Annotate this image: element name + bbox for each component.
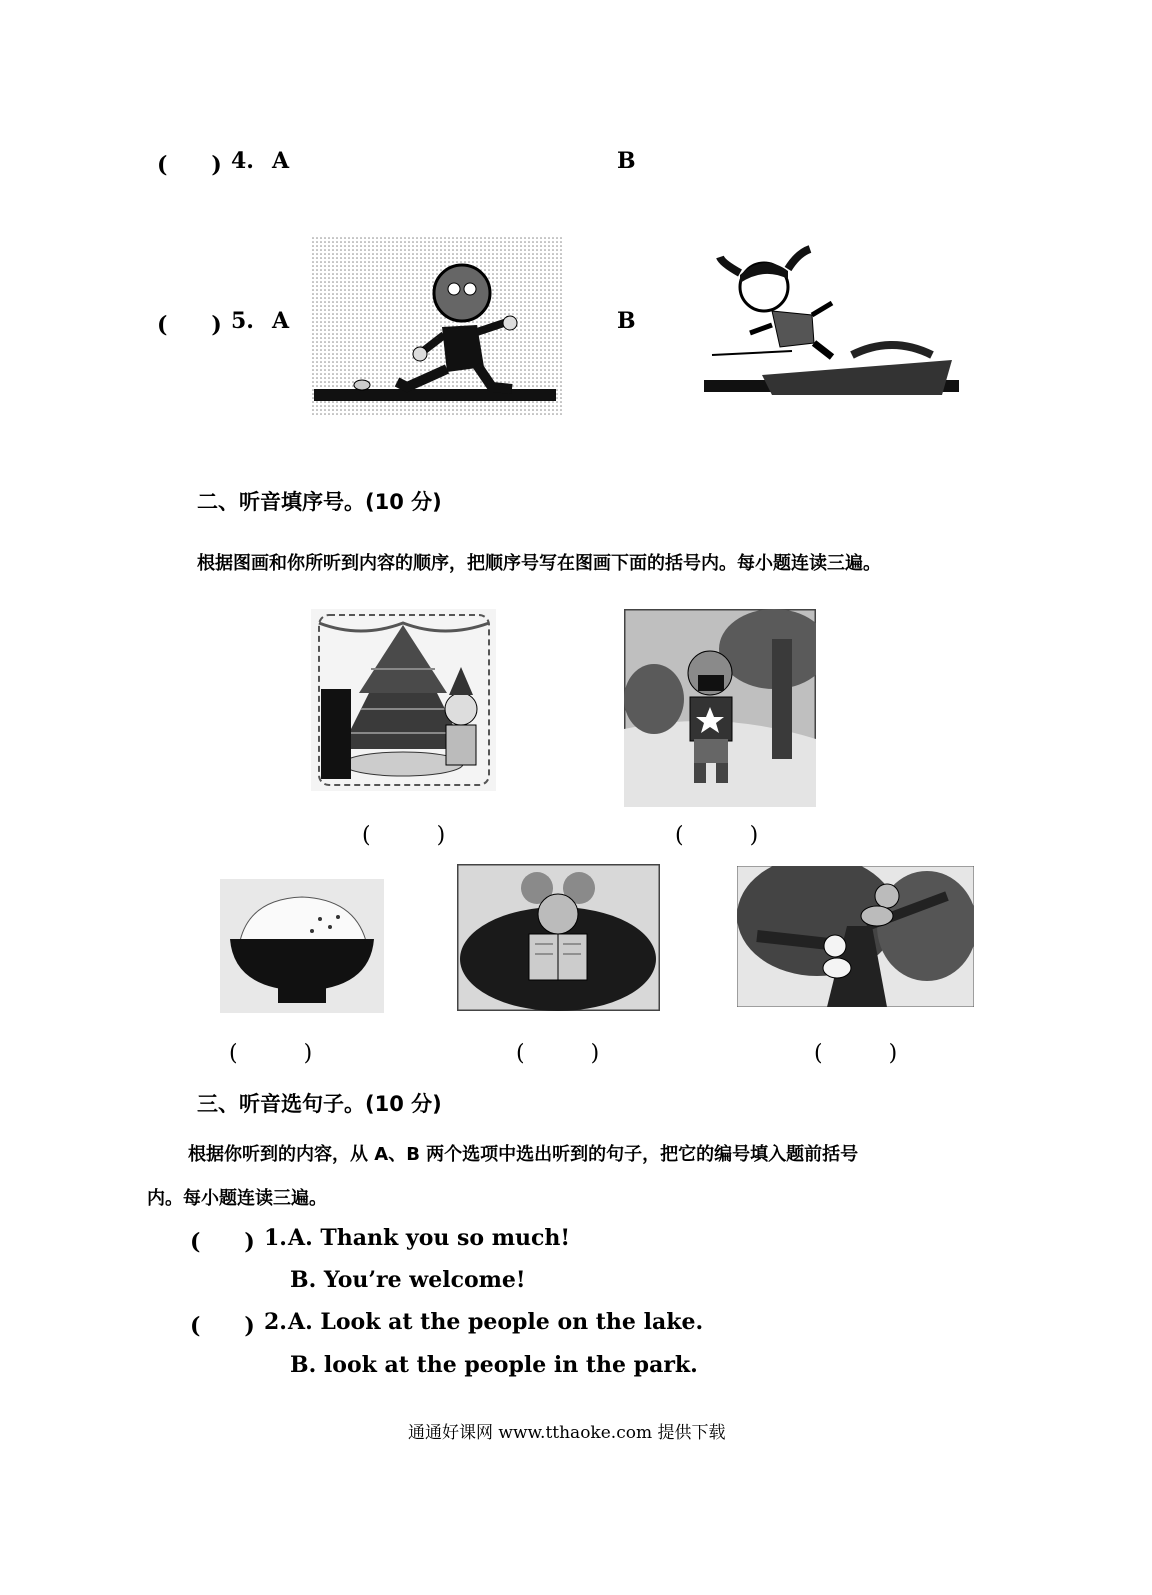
section-2-title: 二、听音填序号。(10 分) <box>197 490 442 514</box>
question-number: 5. <box>231 308 254 334</box>
girl-jumping-icon <box>702 235 967 407</box>
answer-blank-2[interactable]: ( ) <box>675 823 759 848</box>
answer-paren[interactable]: ( ) <box>190 1313 255 1339</box>
question-2-option-b: B. look at the people in the park. <box>290 1352 698 1378</box>
answer-paren[interactable]: ( ) <box>190 1229 255 1255</box>
question-1-option-b: B. You’re welcome! <box>290 1267 526 1293</box>
answer-blank-4[interactable]: ( ) <box>516 1041 600 1066</box>
christmas-tree-icon <box>311 609 496 791</box>
boy-camera-icon <box>624 609 816 807</box>
answer-blank-1[interactable]: ( ) <box>362 823 446 848</box>
option-a-text: A. Thank you so much! <box>288 1225 571 1251</box>
section-3-instruction-line-1: 根据你听到的内容，从 A、B 两个选项中选出听到的句子，把它的编号填入题前括号 <box>188 1144 859 1165</box>
question-1-row <box>190 1225 690 1255</box>
running-boy-icon <box>312 237 564 417</box>
answer-blank-5[interactable]: ( ) <box>814 1041 898 1066</box>
section-3-title: 三、听音选句子。(10 分) <box>197 1092 442 1116</box>
footer-source: 通通好课网 www.tthaoke.com 提供下载 <box>408 1423 726 1443</box>
section-2-instruction: 根据图画和你所听到内容的顺序，把顺序号写在图画下面的括号内。每小题连读三遍。 <box>197 553 881 574</box>
girl-reading-icon <box>457 864 660 1011</box>
answer-blank-3[interactable]: ( ) <box>229 1041 313 1066</box>
option-a-text: A. Look at the people on the lake. <box>288 1309 704 1335</box>
cats-in-tree-icon <box>737 866 974 1007</box>
option-a-label: A <box>272 308 290 334</box>
question-2-row <box>190 1309 750 1339</box>
question-number: 4. <box>231 148 254 174</box>
option-a-label: A <box>272 148 290 174</box>
option-b-label: B <box>617 148 636 174</box>
answer-paren[interactable]: ( ) <box>157 152 222 178</box>
option-b-label: B <box>617 308 636 334</box>
question-number: 1. <box>264 1225 287 1251</box>
question-number: 2. <box>264 1309 287 1335</box>
rice-bowl-icon <box>220 879 384 1013</box>
answer-paren[interactable]: ( ) <box>157 312 222 338</box>
section-3-instruction-line-2: 内。每小题连读三遍。 <box>147 1188 327 1209</box>
question-4-row <box>157 148 677 178</box>
